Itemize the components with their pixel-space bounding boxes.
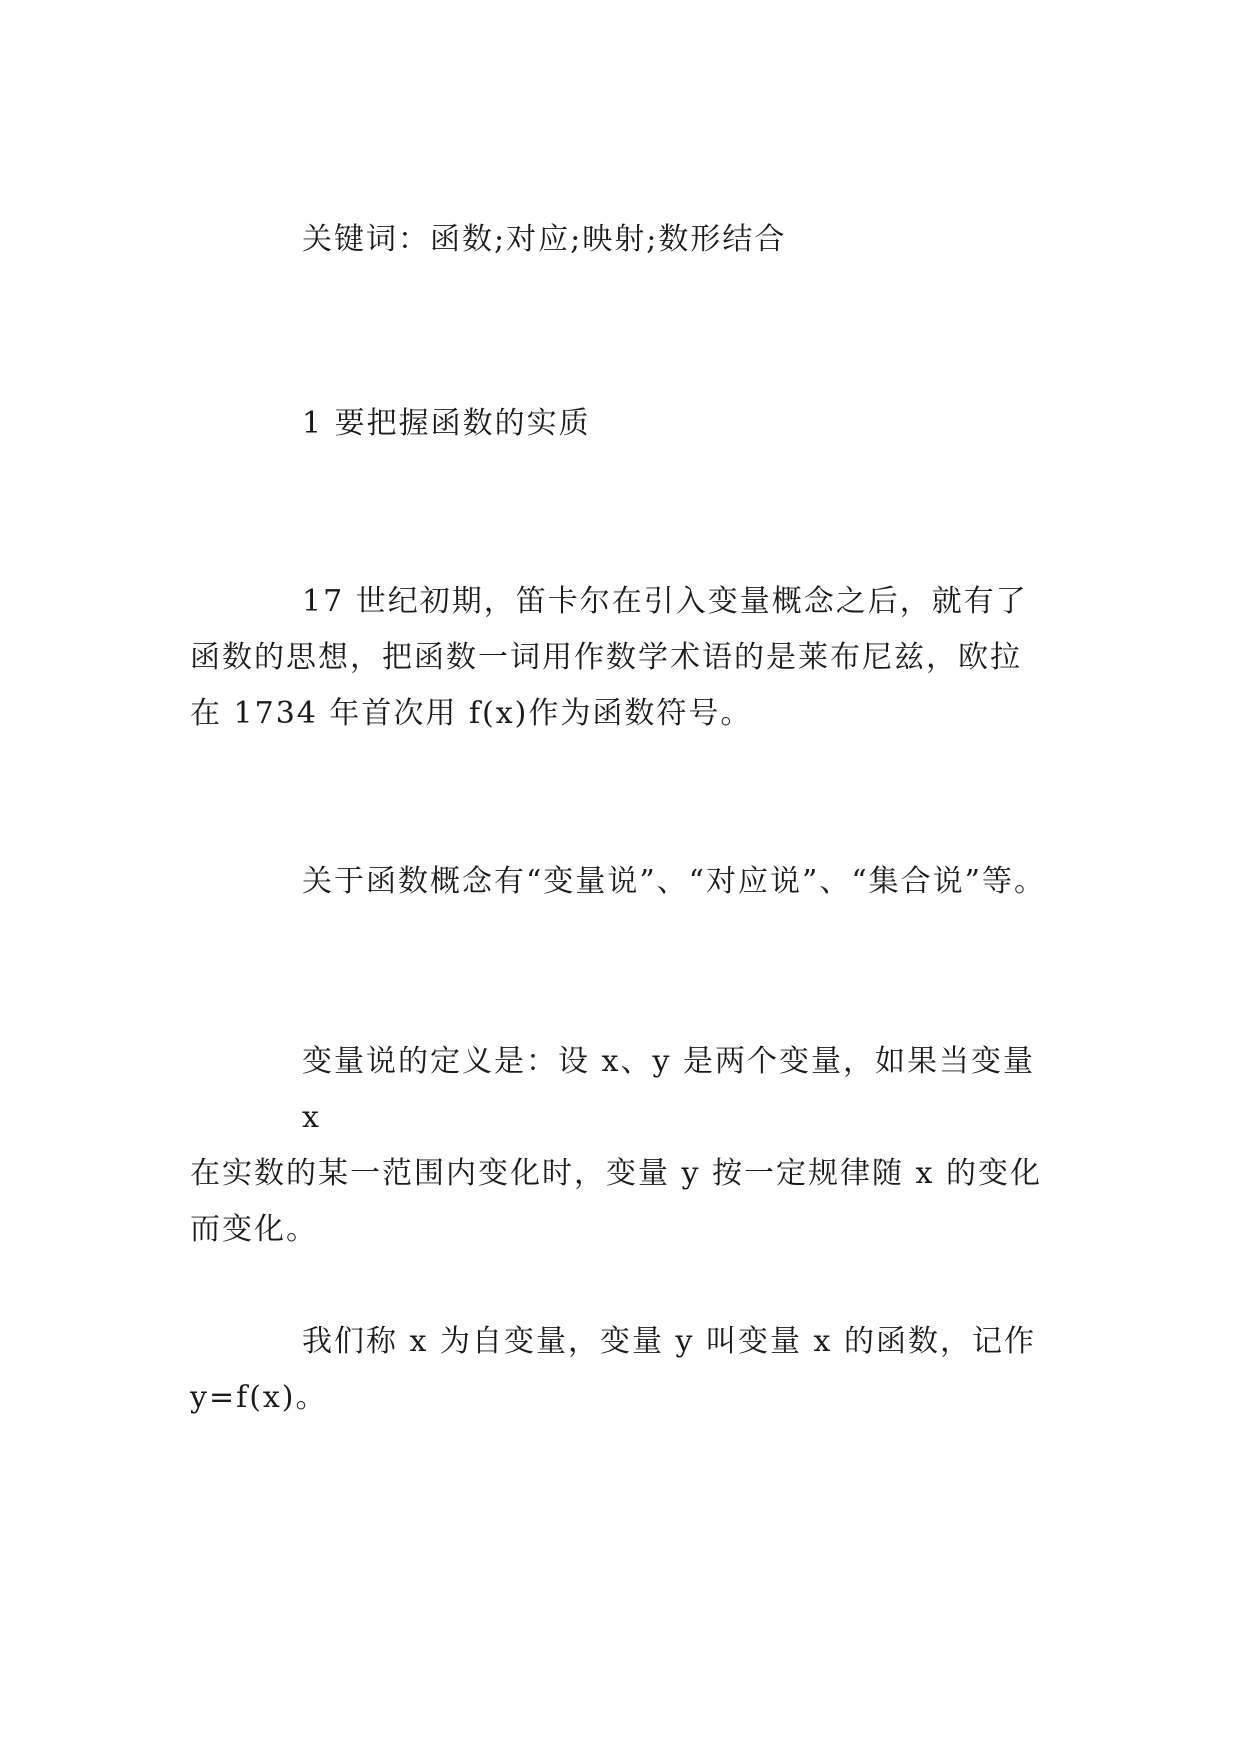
- paragraph-history-line-1: 17 世纪初期，笛卡尔在引入变量概念之后，就有了: [302, 584, 1028, 619]
- paragraph-variable-definition-line-2: 在实数的某一范围内变化时，变量 y 按一定规律随 x 的变化: [190, 1156, 1043, 1191]
- paragraph-concepts: [190, 854, 1048, 910]
- paragraph-function-notation-line-1: 我们称 x 为自变量，变量 y 叫变量 x 的函数，记作: [302, 1324, 1037, 1359]
- paragraph-history-line-3: 在 1734 年首次用 f(x)作为函数符号。: [190, 696, 753, 731]
- paragraph-variable-definition-line-3: 而变化。: [190, 1212, 318, 1247]
- keywords-text: 关键词：函数;对应;映射;数形结合: [302, 222, 787, 257]
- paragraph-variable-definition: [190, 1034, 1048, 1258]
- keywords-line: [190, 212, 1048, 268]
- paragraph-history: [190, 574, 1048, 742]
- paragraph-concepts-text: 关于函数概念有“变量说”、“对应说”、“集合说”等。: [302, 864, 1047, 899]
- paragraph-function-notation: [190, 1314, 1048, 1426]
- paragraph-function-notation-line-2: y=f(x)。: [190, 1380, 328, 1415]
- section-heading: [190, 396, 1048, 452]
- paragraph-history-line-2: 函数的思想，把函数一词用作数学术语的是莱布尼兹，欧拉: [190, 640, 1022, 675]
- paragraph-variable-definition-line-1: 变量说的定义是：设 x、y 是两个变量，如果当变量 x: [302, 1044, 1035, 1135]
- section-heading-text: 1 要把握函数的实质: [302, 406, 591, 441]
